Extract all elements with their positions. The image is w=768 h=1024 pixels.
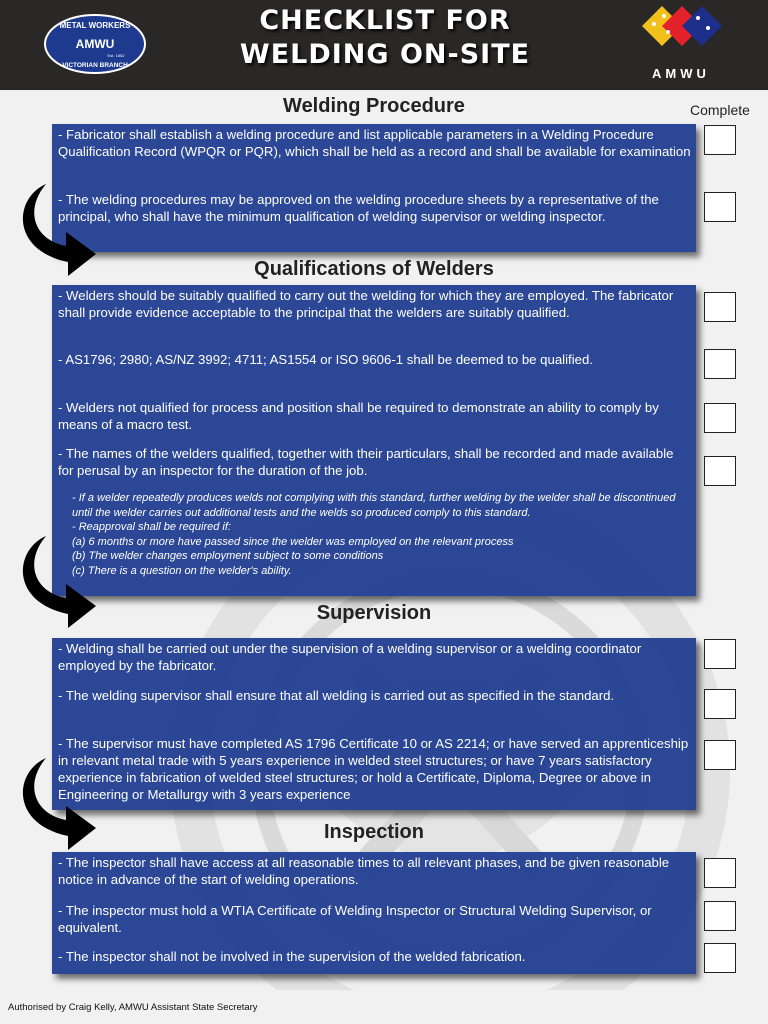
panel-supervision <box>52 638 696 810</box>
checklist-item: - Welders should be suitably qualified to carry out the welding for which they are employed. The fabricator shall provide evidence acceptable to the principal that the welders are suitably qualified. <box>58 288 674 320</box>
title-line-2: WELDING ON-SITE <box>239 39 531 70</box>
panel-welding-procedure <box>52 124 696 252</box>
svg-text:Est. 1852: Est. 1852 <box>107 53 125 58</box>
curved-arrow-icon <box>6 752 98 852</box>
panel-inspection <box>52 852 696 974</box>
section-title-supervision: Supervision <box>316 602 432 624</box>
checklist-item: - The inspector shall have access at all reasonable times to all relevant phases, and be given reasonable notice in advance of the start of welding operations. <box>58 855 670 887</box>
checklist-item: - AS1796; 2980; AS/NZ 3992; 4711; AS1554 or ISO 9606-1 shall be deemed to be qualified. <box>58 352 593 367</box>
curved-arrow-icon <box>6 178 98 278</box>
complete-checkbox[interactable] <box>704 403 736 433</box>
complete-checkbox[interactable] <box>704 740 736 770</box>
complete-checkbox[interactable] <box>704 456 736 486</box>
complete-checkbox[interactable] <box>704 858 736 888</box>
complete-column-label: Complete <box>690 102 750 118</box>
checklist-item: - The names of the welders qualified, together with their particulars, shall be recorded and made available for perusal by an inspector for the duration of the job. <box>58 446 674 478</box>
authorisation-footer: Authorised by Craig Kelly, AMWU Assistant State Secretary <box>8 1002 258 1013</box>
svg-text:VICTORIAN BRANCH: VICTORIAN BRANCH <box>62 62 128 69</box>
note-line: - Reapproval shall be required if: <box>72 521 231 534</box>
checklist-item: - The inspector shall not be involved in the supervision of the welded fabrication. <box>58 949 526 964</box>
amwu-logo-label: AMWU <box>652 66 710 81</box>
svg-text:AMWU: AMWU <box>75 37 115 51</box>
complete-checkbox[interactable] <box>704 125 736 155</box>
complete-checkbox[interactable] <box>704 349 736 379</box>
reapproval-notes <box>72 491 686 579</box>
metal-workers-logo <box>44 14 146 74</box>
checklist-item: - The welding supervisor shall ensure that all welding is carried out as specified in the standard. <box>58 688 615 703</box>
checklist-item: - Welders not qualified for process and position shall be required to demonstrate an ability to comply by means of a macro test. <box>58 400 659 432</box>
complete-checkbox[interactable] <box>704 689 736 719</box>
note-line: (a) 6 months or more have passed since the welder was employed on the relevant process <box>72 535 514 548</box>
section-title-qualifications: Qualifications of Welders <box>254 258 494 280</box>
complete-checkbox[interactable] <box>704 292 736 322</box>
section-title-inspection: Inspection <box>323 821 424 843</box>
title-line-1: CHECKLIST FOR <box>259 5 511 36</box>
svg-text:METAL WORKERS: METAL WORKERS <box>59 21 131 30</box>
complete-checkbox[interactable] <box>704 639 736 669</box>
section-title-welding-procedure: Welding Procedure <box>283 95 465 117</box>
header-bar <box>0 0 768 90</box>
curved-arrow-icon <box>6 530 98 630</box>
note-line: (b) The welder changes employment subject to some conditions <box>72 550 384 563</box>
complete-checkbox[interactable] <box>704 901 736 931</box>
checklist-item: - The welding procedures may be approved on the welding procedure sheets by a representative of the principal, who shall have the minimum qualification of welding supervisor or welding inspector. <box>58 192 659 224</box>
checklist-item: - Welding shall be carried out under the supervision of a welding supervisor or a welding coordinator employed by the fabricator. <box>58 641 642 673</box>
checklist-item: - The inspector must hold a WTIA Certificate of Welding Inspector or Structural Welding Supervisor, or equivalent. <box>58 903 652 935</box>
note-line: (c) There is a question on the welder's ability. <box>72 564 292 577</box>
complete-checkbox[interactable] <box>704 943 736 973</box>
checklist-item: - The supervisor must have completed AS 1796 Certificate 10 or AS 2214; or have served an apprenticeship in relevant metal trade with 5 years experience in welded steel structures; or have 7 years satisfactory experience in fabrication of welded steel structures; or hold a Certificate, Diploma, Degree or above in Engineering or Metallurgy with 3 years experience <box>58 736 689 802</box>
note-line: - If a welder repeatedly produces welds not complying with this standard, further welding by the welder shall be discontinued until the welder carries out additional tests and the welds so produced comply to this standard. <box>72 492 676 519</box>
panel-qualifications <box>52 285 696 596</box>
complete-checkbox[interactable] <box>704 192 736 222</box>
checklist-item: - Fabricator shall establish a welding procedure and list applicable parameters in a Welding Procedure Qualification Record (WPQR or PQR), which shall be held as a record and shall be available for examination <box>58 127 691 159</box>
page-title <box>190 4 580 72</box>
